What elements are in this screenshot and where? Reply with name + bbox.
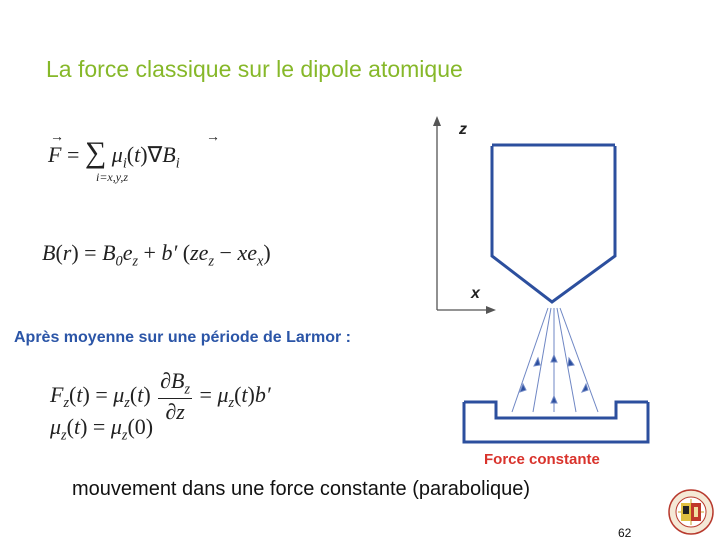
vector-f: F: [48, 142, 62, 167]
university-seal-icon: [667, 488, 715, 536]
slide-title: La force classique sur le dipole atomique: [46, 56, 463, 82]
z-axis-arrowhead: [433, 116, 441, 126]
field-arrow: [568, 358, 574, 366]
field-lines: [512, 308, 598, 412]
field-arrow: [551, 396, 557, 403]
vector-arrow-f: →: [50, 130, 64, 145]
vector-arrow-nabla: →: [206, 130, 220, 145]
page-number: 62: [618, 526, 632, 540]
equals-sign: =: [66, 142, 80, 167]
z-axis-label: z: [459, 121, 467, 138]
force-constant-label: Force constante: [484, 451, 600, 468]
lower-pole-piece: [464, 402, 648, 442]
x-axis-arrowhead: [486, 306, 496, 314]
equation-fz: $F_z(t) = \mu_z(t)$ $\frac{\partial B_z}{\partial z}$ = $\mu_z(t)b'$: [50, 368, 271, 425]
equation-force-sum: F = ∑ $\mu_i(t)\nabla B_i$ i=x,y,z → →: [48, 130, 220, 184]
upper-pole-piece: [492, 146, 615, 302]
x-axis-label: x: [471, 285, 480, 302]
slide-caption: mouvement dans une force constante (parabolique): [72, 478, 531, 500]
field-arrow: [534, 358, 540, 366]
field-arrow: [582, 384, 588, 392]
equation-muz: $\mu_z(t) = \mu_z(0)$: [50, 414, 154, 444]
sum-index: i=x,y,z: [96, 170, 129, 184]
field-arrow: [551, 355, 557, 362]
equation-field: $B(r) = B_0e_z + b'$ $(ze_z - xe_x)$: [42, 240, 271, 270]
sum-symbol: ∑: [84, 136, 107, 169]
partial-fraction: $\frac{\partial B_z}{\partial z}$: [160, 368, 191, 425]
larmor-subheading: Après moyenne sur une période de Larmor :: [14, 329, 351, 346]
